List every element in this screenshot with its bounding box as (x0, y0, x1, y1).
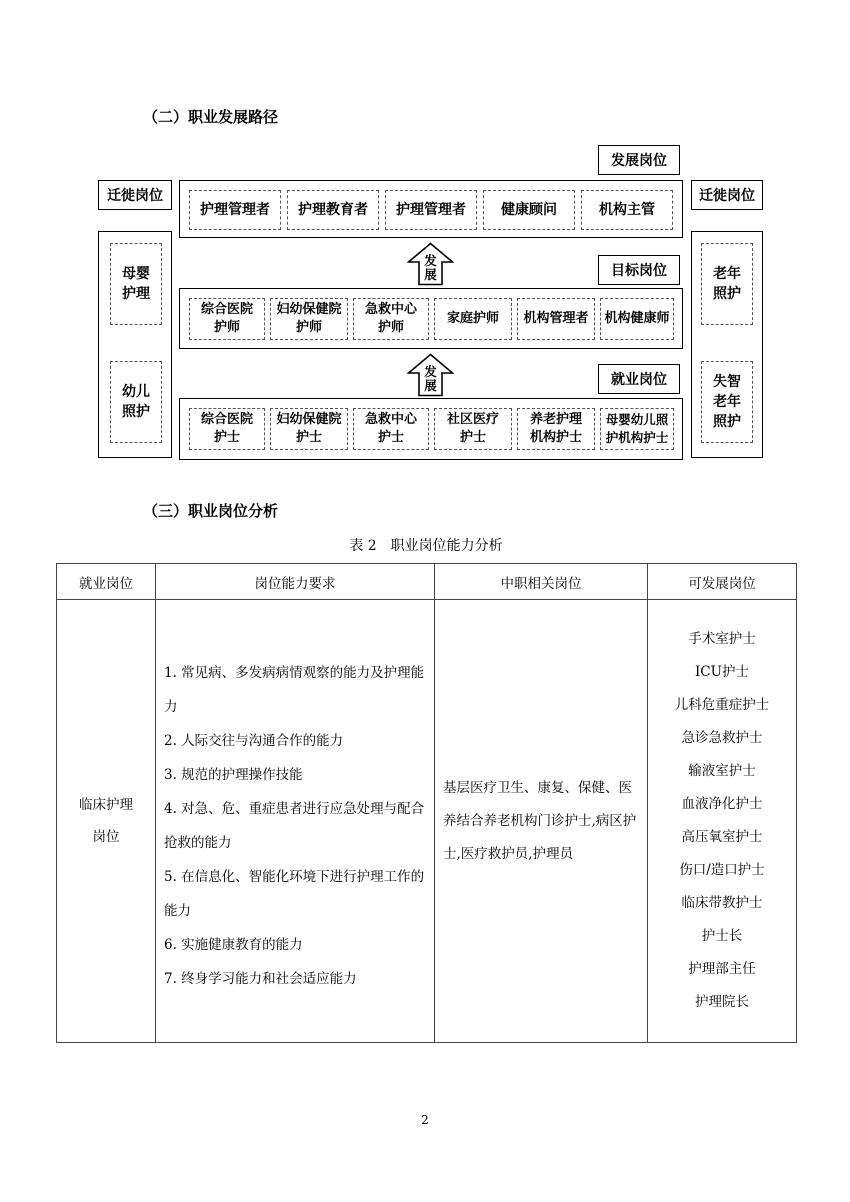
requirements-cell (156, 600, 435, 1043)
job-cell (57, 600, 156, 1043)
level-job-label: 就业岗位 (598, 364, 680, 394)
table-header-cell: 中职相关岗位 (435, 564, 648, 600)
table-header-cell: 就业岗位 (57, 564, 156, 600)
right-item: 失智 老年 照护 (701, 361, 753, 443)
level-dev-item: 机构主管 (581, 190, 673, 230)
level-dev-item: 护理管理者 (189, 190, 281, 230)
up-arrow-icon (407, 242, 454, 286)
level-dev-label: 发展岗位 (598, 145, 680, 175)
level-job-item: 母婴幼儿照 护机构护士 (600, 408, 674, 450)
left-item: 母婴 护理 (110, 243, 162, 325)
level-job-item: 养老护理 机构护士 (517, 408, 595, 450)
developable-cell (648, 600, 797, 1043)
requirement-item: 2. 人际交往与沟通合作的能力 (164, 733, 344, 749)
arrow-label: 发 展 (424, 253, 437, 282)
up-arrow-icon (407, 353, 454, 397)
level-target-label: 目标岗位 (598, 255, 680, 285)
developable-item: 护理院长 (695, 994, 749, 1010)
table-header-row (57, 564, 797, 600)
table-row (57, 600, 797, 1043)
left-item: 幼儿 照护 (110, 361, 162, 443)
level-job-item: 妇幼保健院 护士 (270, 408, 348, 450)
level-target-item: 综合医院 护师 (189, 298, 265, 340)
developable-item: 护士长 (701, 928, 743, 944)
level-target-item: 急救中心 护师 (353, 298, 429, 340)
developable-item: 血液净化护士 (681, 796, 763, 812)
level-job-item: 综合医院 护士 (189, 408, 265, 450)
requirement-item: 5. 在信息化、智能化环境下进行护理工作的能力 (164, 869, 425, 919)
level-target-item: 机构健康师 (600, 298, 674, 340)
requirement-item: 1. 常见病、多发病病情观察的能力及护理能力 (164, 665, 425, 715)
table-header-cell: 可发展岗位 (648, 564, 797, 600)
left-side-label: 迁徙岗位 (98, 180, 172, 210)
developable-item: 高压氧室护士 (681, 829, 763, 845)
requirement-item: 4. 对急、危、重症患者进行应急处理与配合抢救的能力 (164, 801, 425, 851)
level-target-item: 家庭护师 (434, 298, 512, 340)
job-name: 临床护理 岗位 (79, 797, 133, 845)
level-job-item: 急救中心 护士 (353, 408, 429, 450)
developable-item: 伤口/造口护士 (679, 862, 765, 878)
developable-item: 输液室护士 (688, 763, 756, 779)
related-positions: 基层医疗卫生、康复、保健、医养结合养老机构门诊护士,病区护士,医疗救护员,护理员 (443, 779, 637, 862)
developable-item: 急诊急救护士 (681, 730, 763, 746)
level-job-item: 社区医疗 护士 (434, 408, 512, 450)
requirement-item: 7. 终身学习能力和社会适应能力 (164, 971, 357, 987)
level-target-item: 机构管理者 (517, 298, 595, 340)
right-side-label: 迁徙岗位 (691, 180, 763, 210)
developable-item: 手术室护士 (688, 631, 756, 647)
section-heading-job-analysis: （三）职业岗位分析 (143, 502, 279, 520)
requirement-item: 3. 规范的护理操作技能 (164, 767, 303, 783)
requirement-item: 6. 实施健康教育的能力 (164, 937, 303, 953)
right-item: 老年 照护 (701, 243, 753, 325)
page-number: 2 (421, 1113, 429, 1127)
level-dev-item: 护理管理者 (385, 190, 477, 230)
table-caption: 表 2 职业岗位能力分析 (349, 538, 503, 554)
job-analysis-table (56, 563, 797, 1043)
section-heading-career-path: （二）职业发展路径 (143, 108, 279, 126)
developable-item: 临床带教护士 (681, 895, 763, 911)
level-dev-item: 健康顾问 (483, 190, 575, 230)
table-header-cell: 岗位能力要求 (156, 564, 435, 600)
level-target-item: 妇幼保健院 护师 (270, 298, 348, 340)
arrow-label: 发 展 (424, 364, 437, 393)
developable-item: 儿科危重症护士 (674, 697, 770, 713)
level-dev-item: 护理教育者 (287, 190, 379, 230)
related-cell (435, 600, 648, 1043)
developable-item: ICU护士 (694, 664, 750, 680)
developable-item: 护理部主任 (688, 961, 756, 977)
